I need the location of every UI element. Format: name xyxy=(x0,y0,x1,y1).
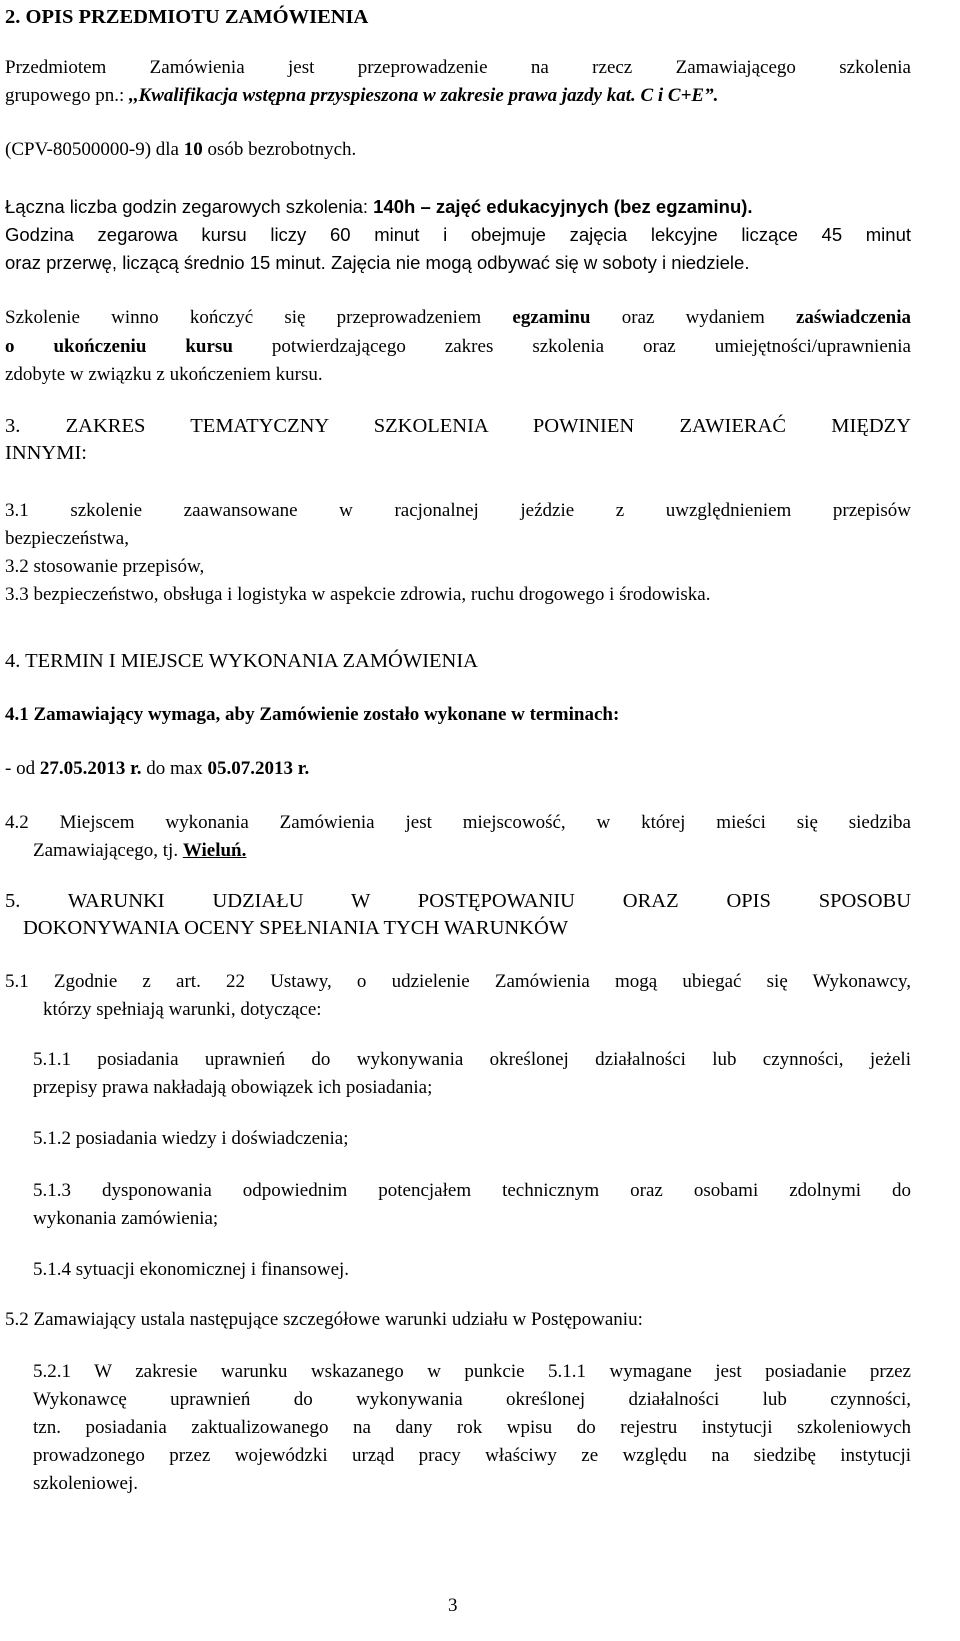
section-5-heading-line2: DOKONYWANIA OCENY SPEŁNIANIA TYCH WARUNKÓW xyxy=(23,917,569,939)
date-start: 27.05.2013 r. xyxy=(39,758,142,779)
dates-from-label: - od xyxy=(5,758,40,779)
s5-p521-line2: Wykonawcę uprawnień do wykonywania określonej działalności lub czynności, xyxy=(33,1389,911,1410)
exam-word: egzaminu xyxy=(512,307,591,328)
section-4-heading: 4. TERMIN I MIEJSCE WYKONANIA ZAMÓWIENIA xyxy=(5,650,478,672)
course-completion: o ukończeniu kursu xyxy=(5,336,233,357)
s3-item1-line1: 3.1 szkolenie zaawansowane w racjonalnej jeździe z uwzględnieniem przepisów xyxy=(5,500,911,521)
s5-p513-line1: 5.1.3 dysponowania odpowiednim potencjałem technicznym oraz osobami zdolnymi do xyxy=(33,1180,911,1201)
location-city: Wieluń. xyxy=(182,840,247,861)
s2-p5-line3: zdobyte w związku z ukończeniem kursu. xyxy=(5,364,323,385)
s5-p521-line4: prowadzonego przez wojewódzki urząd pracy właściwy ze względu na siedzibę instytucji xyxy=(33,1445,911,1466)
s2-p1-line2-text: grupowego pn.: xyxy=(5,85,130,106)
s2-p5-line2 xyxy=(5,335,911,359)
s2-p2 xyxy=(5,138,356,162)
section-2-heading: 2. OPIS PRZEDMIOTU ZAMÓWIENIA xyxy=(5,6,369,28)
total-hours-label: Łączna liczba godzin zegarowych szkolenia: xyxy=(5,196,374,217)
s2-p3 xyxy=(5,195,753,219)
s4-dates xyxy=(5,757,309,781)
s5-p512: 5.1.2 posiadania wiedzy i doświadczenia; xyxy=(33,1128,349,1149)
s3-item1-line2: bezpieczeństwa, xyxy=(5,528,129,549)
page-number: 3 xyxy=(448,1595,458,1616)
s2-p1-line1: Przedmiotem Zamówienia jest przeprowadzenie na rzecz Zamawiającego szkolenia xyxy=(5,57,911,78)
cpv-text: (CPV-80500000-9) dla xyxy=(5,139,184,160)
s5-p514: 5.1.4 sytuacji ekonomicznej i finansowej. xyxy=(33,1259,350,1280)
s2-p4-line2: oraz przerwę, liczącą średnio 15 minut. Zajęcia nie mogą odbywać się w soboty i niedziele. xyxy=(5,252,750,273)
s4-p42-line2 xyxy=(33,839,246,863)
s5-p51-line2: którzy spełniają warunki, dotyczące: xyxy=(43,999,322,1020)
s5-p521-line5: szkoleniowej. xyxy=(33,1473,139,1494)
s2-p2-tail: osób bezrobotnych. xyxy=(202,139,357,160)
s3-item3: 3.3 bezpieczeństwo, obsługa i logistyka w aspekcie zdrowia, ruchu drogowego i środowiska. xyxy=(5,584,711,605)
s3-item2: 3.2 stosowanie przepisów, xyxy=(5,556,205,577)
s5-p521-line3: tzn. posiadania zaktualizowanego na dany rok wpisu do rejestru instytucji szkoleniowych xyxy=(33,1417,911,1438)
s5-p521-line1: 5.2.1 W zakresie warunku wskazanego w punkcie 5.1.1 wymagane jest posiadanie przez xyxy=(33,1361,911,1382)
dates-to-label: do max xyxy=(141,758,208,779)
participant-count: 10 xyxy=(183,139,203,160)
s2-p5-text-c: oraz wydaniem xyxy=(590,307,796,328)
total-hours-value: 140h – zajęć edukacyjnych (bez egzaminu). xyxy=(373,196,753,217)
date-end: 05.07.2013 r. xyxy=(207,758,310,779)
course-name: ,,Kwalifikacja wstępna przyspieszona w zakresie prawa jazdy kat. C i C+E”. xyxy=(129,85,719,106)
s2-p4-line1: Godzina zegarowa kursu liczy 60 minut i obejmuje zajęcia lekcyjne liczące 45 minut xyxy=(5,224,911,245)
s5-p51-line1: 5.1 Zgodnie z art. 22 Ustawy, o udzielenie Zamówienia mogą ubiegać się Wykonawcy, xyxy=(5,971,911,992)
s2-p5-line2-text: potwierdzającego zakres szkolenia oraz umiejętności/uprawnienia xyxy=(232,336,911,357)
s5-p511-line2: przepisy prawa nakładają obowiązek ich posiadania; xyxy=(33,1077,433,1098)
s5-p513-line2: wykonania zamówienia; xyxy=(33,1208,219,1229)
certificate-word: zaświadczenia xyxy=(795,307,911,328)
section-5-heading-line1: 5. WARUNKI UDZIAŁU W POSTĘPOWANIU ORAZ OPIS SPOSOBU xyxy=(5,890,911,912)
s4-sub1: 4.1 Zamawiający wymaga, aby Zamówienie zostało wykonane w terminach: xyxy=(5,704,620,725)
s2-p5-line1 xyxy=(5,306,911,330)
section-3-heading-line2: INNYMI: xyxy=(5,442,87,464)
s2-p1-line2 xyxy=(5,84,718,108)
s4-p42-line1: 4.2 Miejscem wykonania Zamówienia jest miejscowość, w której mieści się siedziba xyxy=(5,812,911,833)
s4-p42-line2-text: Zamawiającego, tj. xyxy=(33,840,183,861)
s5-p511-line1: 5.1.1 posiadania uprawnień do wykonywania określonej działalności lub czynności, jeżeli xyxy=(33,1049,911,1070)
s2-p5-text-a: Szkolenie winno kończyć się przeprowadzeniem xyxy=(5,307,513,328)
section-3-heading-line1: 3. ZAKRES TEMATYCZNY SZKOLENIA POWINIEN ZAWIERAĆ MIĘDZY xyxy=(5,415,911,437)
s5-p52: 5.2 Zamawiający ustala następujące szczegółowe warunki udziału w Postępowaniu: xyxy=(5,1309,643,1330)
